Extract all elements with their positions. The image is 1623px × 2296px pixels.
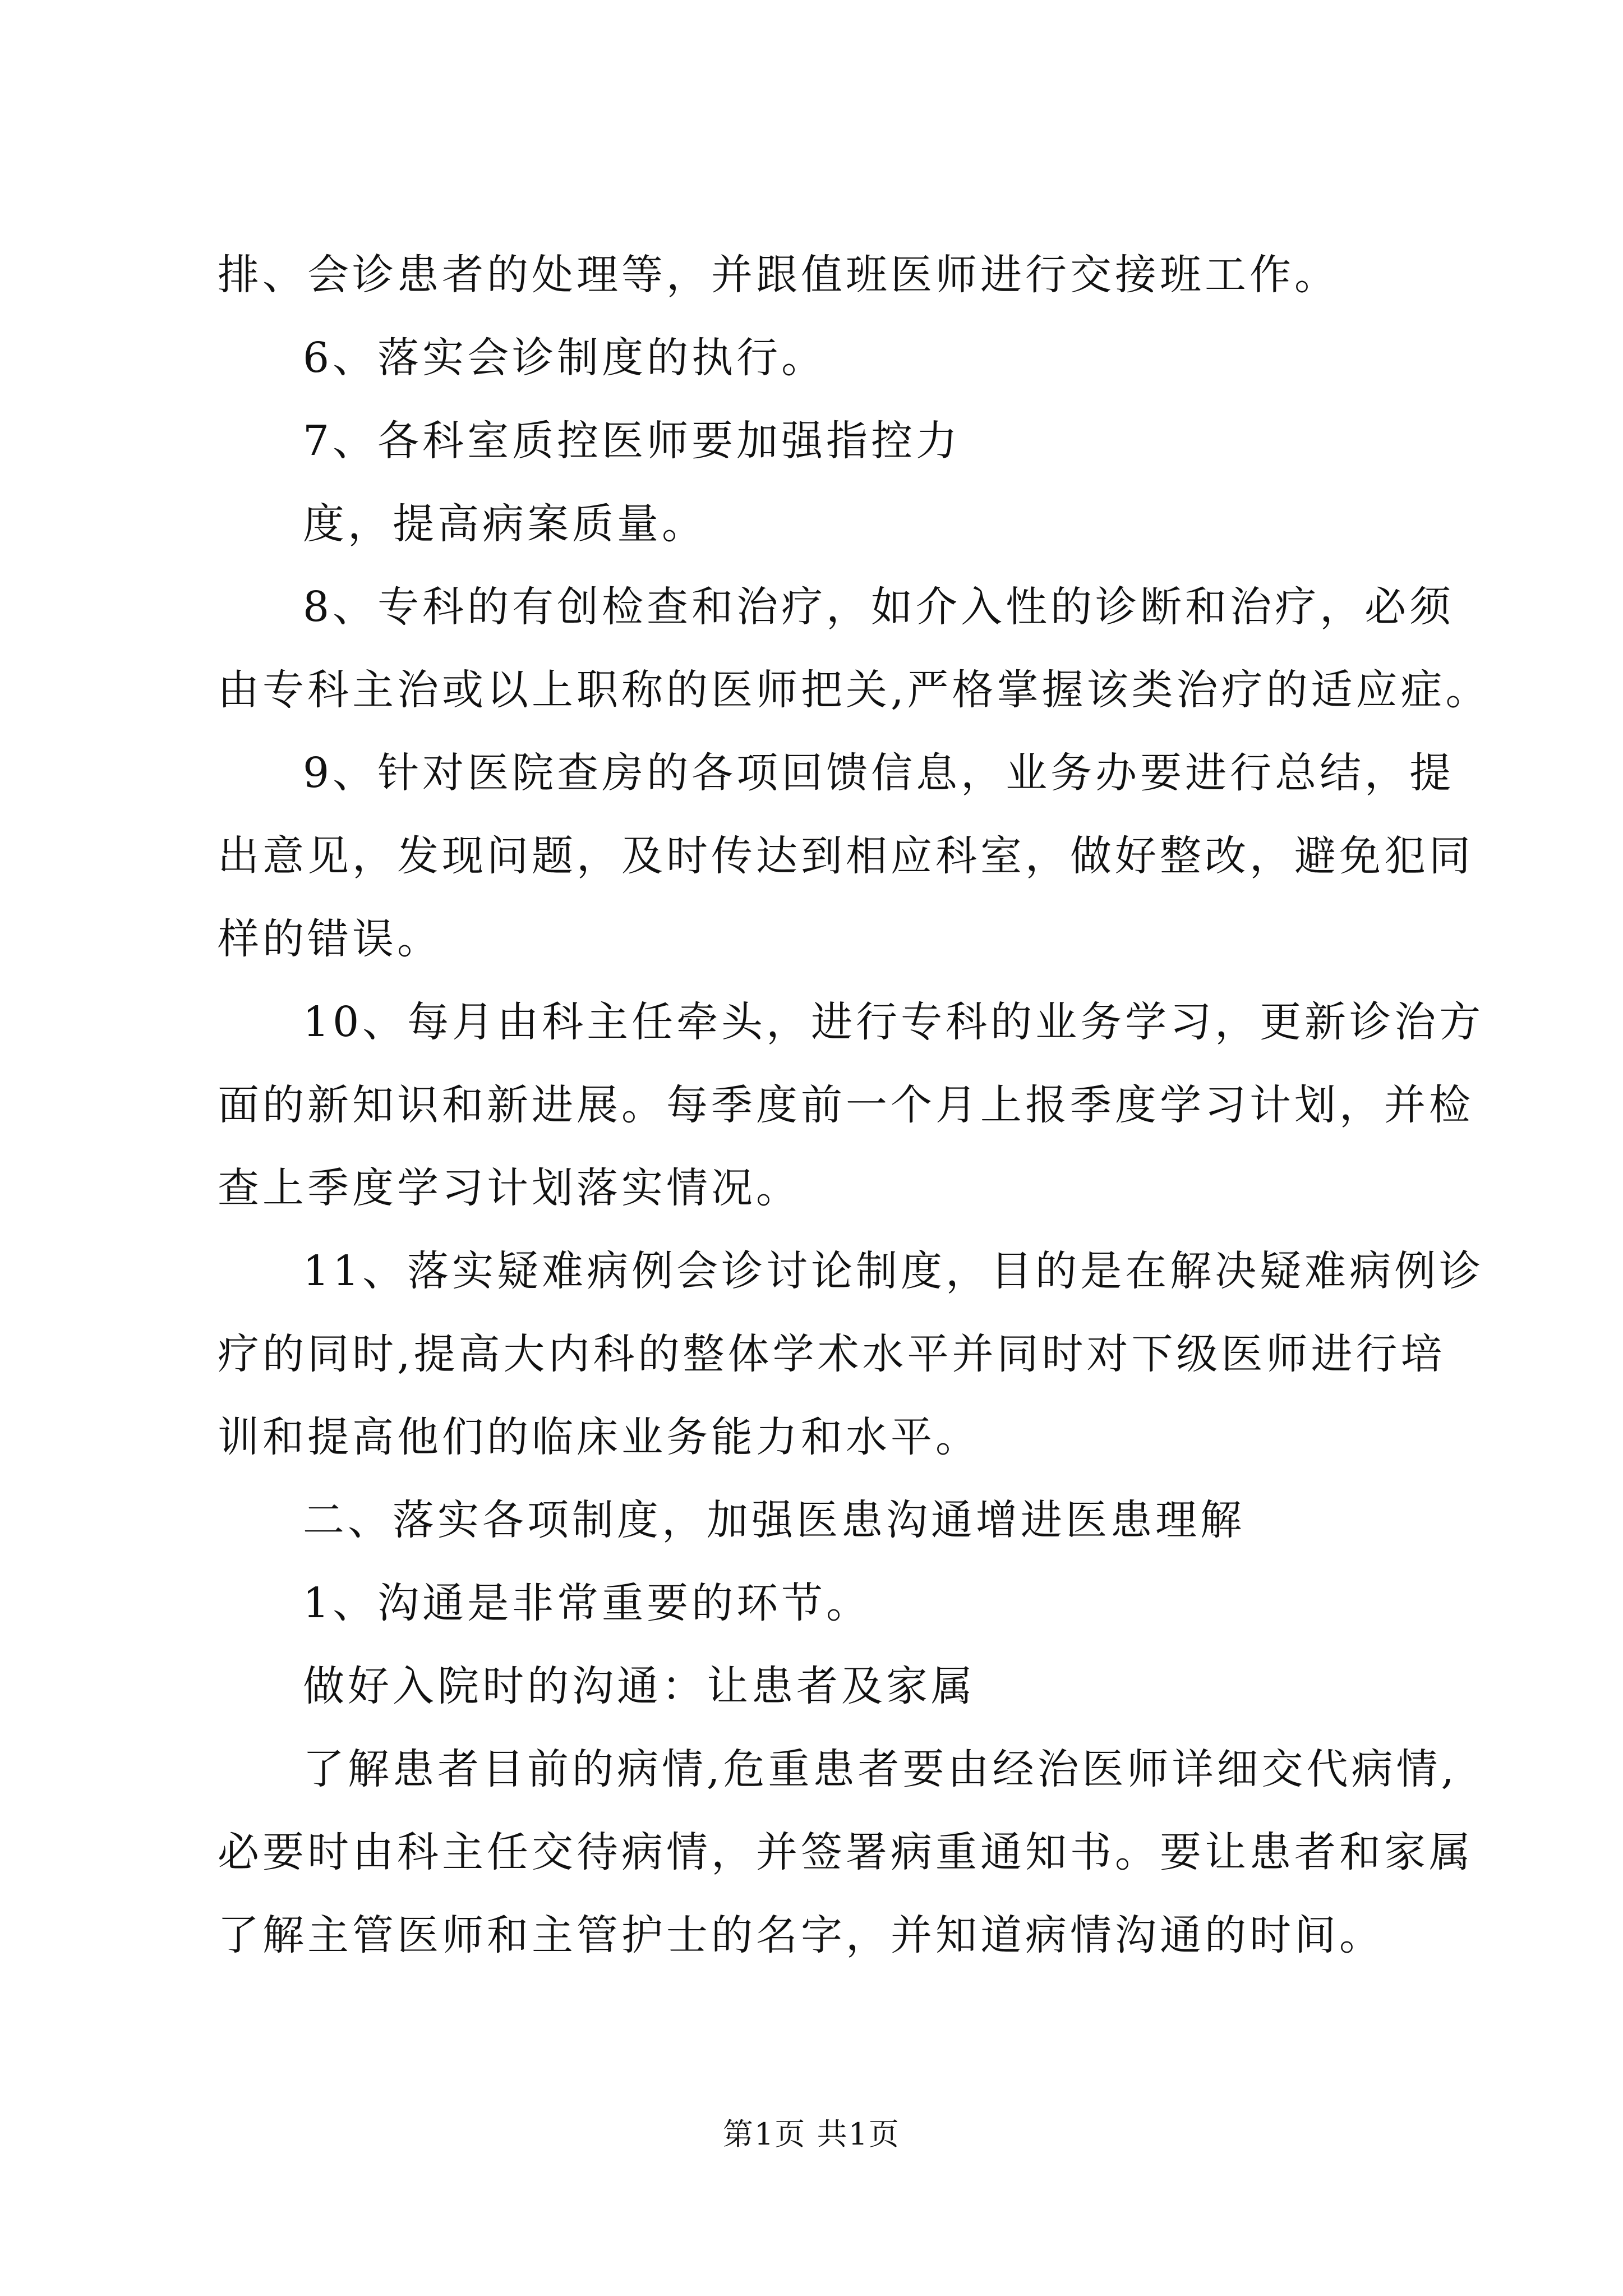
- text-line: 样的错误。: [218, 915, 442, 963]
- text-line: 由专科主治或以上职称的医师把关,严格掌握该类治疗的适应症。: [218, 666, 1491, 714]
- text-line: 出意见，发现问题，及时传达到相应科室，做好整改，避免犯同: [218, 832, 1474, 880]
- section-heading: 二、落实各项制度，加强医患沟通增进医患理解: [303, 1496, 1245, 1544]
- text-line: 度，提高病案质量。: [303, 500, 707, 548]
- text-line: 7、各科室质控医师要加强指控力: [303, 417, 961, 465]
- text-line: 必要时由科主任交待病情，并签署病重通知书。要让患者和家属: [218, 1828, 1474, 1876]
- text-line: 训和提高他们的临床业务能力和水平。: [218, 1413, 980, 1461]
- text-line: 10、每月由科主任牵头，进行专科的业务学习，更新诊治方: [303, 998, 1484, 1046]
- text-line: 排、会诊患者的处理等，并跟值班医师进行交接班工作。: [218, 251, 1339, 299]
- text-line: 面的新知识和新进展。每季度前一个月上报季度学习计划，并检: [218, 1081, 1474, 1129]
- text-line: 6、落实会诊制度的执行。: [303, 334, 827, 382]
- page-footer: 第1页 共1页: [723, 2116, 900, 2152]
- text-line: 疗的同时,提高大内科的整体学术水平并同时对下级医师进行培: [218, 1330, 1446, 1378]
- text-line: 9、针对医院查房的各项回馈信息，业务办要进行总结，提: [303, 749, 1455, 797]
- text-line: 1、沟通是非常重要的环节。: [303, 1579, 872, 1627]
- text-line: 11、落实疑难病例会诊讨论制度，目的是在解决疑难病例诊: [303, 1247, 1484, 1295]
- text-line: 查上季度学习计划落实情况。: [218, 1164, 801, 1212]
- text-line: 做好入院时的沟通：让患者及家属: [303, 1662, 976, 1710]
- text-line: 8、专科的有创检查和治疗，如介入性的诊断和治疗，必须: [303, 583, 1455, 631]
- text-line: 了解患者目前的病情,危重患者要由经治医师详细交代病情,: [303, 1745, 1458, 1793]
- text-line: 了解主管医师和主管护士的名字，并知道病情沟通的时间。: [218, 1911, 1384, 1959]
